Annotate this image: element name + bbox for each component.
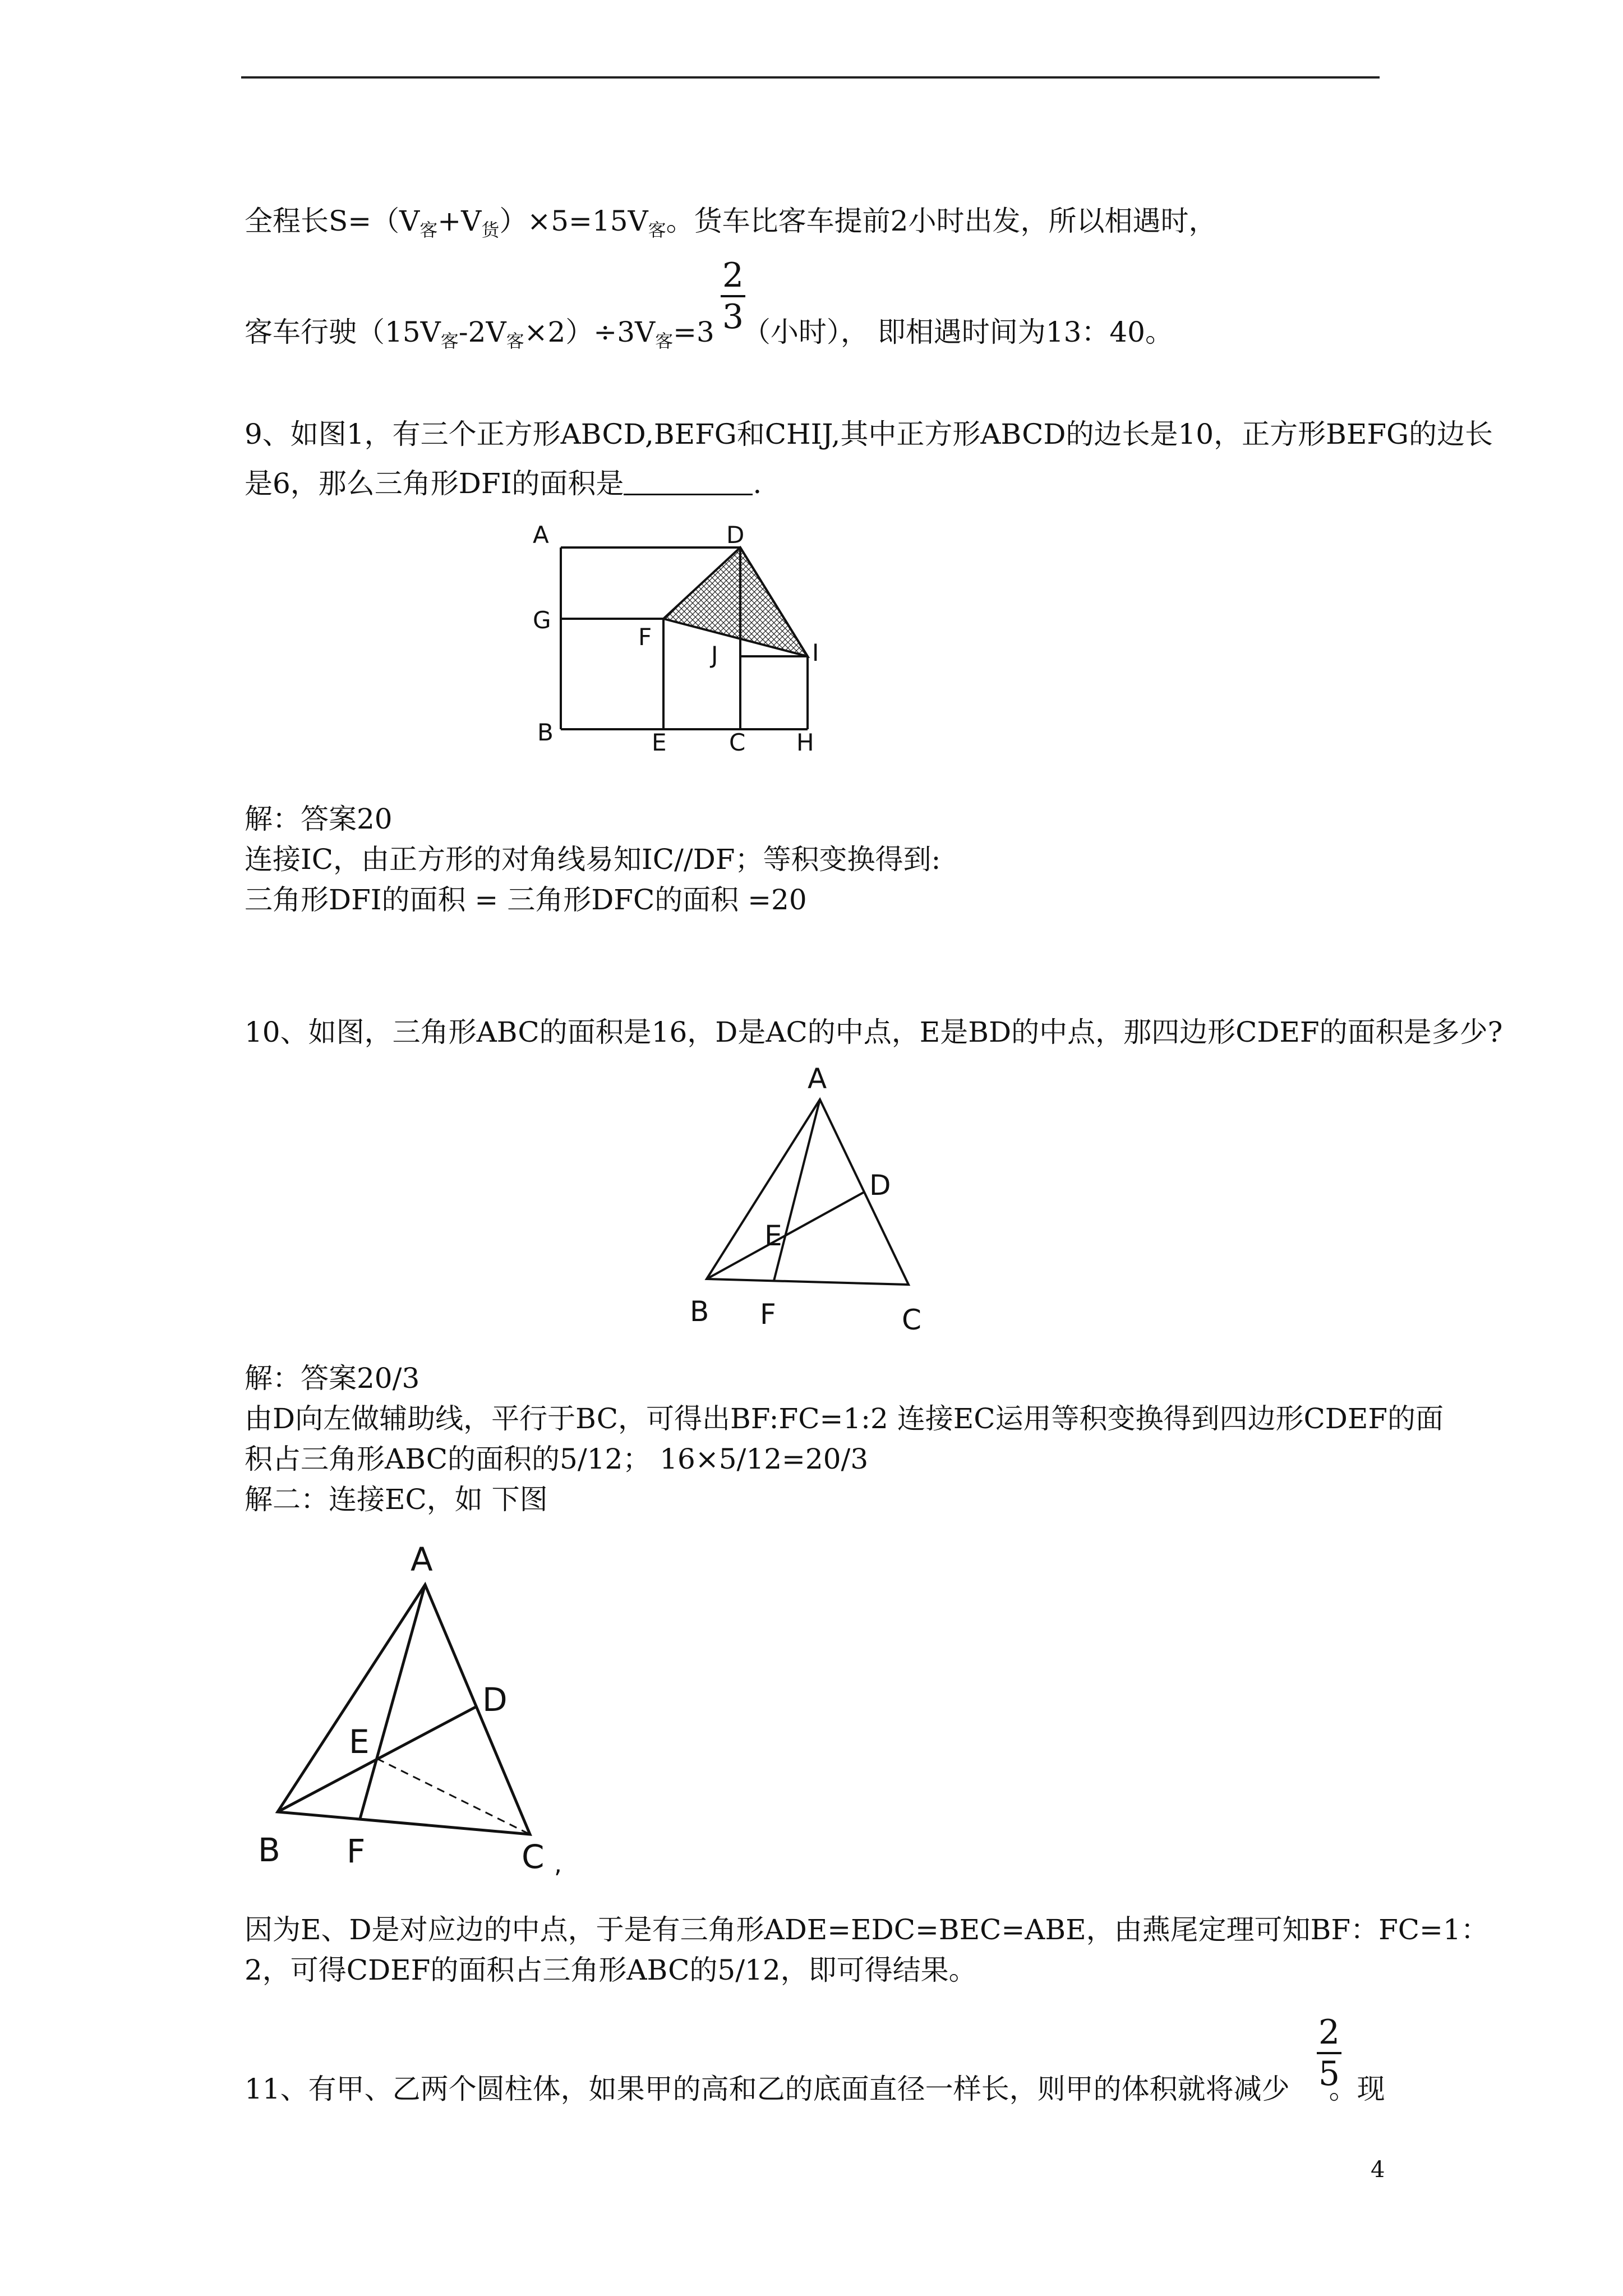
figure-three-squares xyxy=(505,516,852,763)
text-line-1: 全程长$S=(V_客+V_货)\times 5=15V_客$。货车比客车提前2小时出发，所以相遇时， xyxy=(245,205,1217,241)
header-rule xyxy=(241,76,1380,79)
label-c: C xyxy=(522,1838,545,1876)
page-number: 4 xyxy=(1371,2157,1385,2183)
trailing-comma: , xyxy=(554,1850,562,1879)
fraction-denominator: 5 xyxy=(1318,2054,1340,2093)
question-11: 11、有甲、乙两个圆柱体，如果甲的高和乙的底面直径一样长，则甲的体积就将减少 。现 xyxy=(245,2073,1385,2105)
label-d: D xyxy=(482,1681,508,1719)
text-line-2: 客车行驶$(15V_客-2V_客\times 2)\div 3V_客=3$ （小时）， 即相遇时间为13：40。 xyxy=(245,316,1173,352)
question-9-line-2: 是6，那么三角形DFI的面积是 . xyxy=(245,467,762,500)
label-f: F xyxy=(347,1832,366,1870)
question-10: 10、如图，三角形ABC的面积是16，D是AC的中点，E是BD的中点，那四边形CDEF的面积是多少? xyxy=(245,1016,1503,1048)
solution-10-line-5: 因为E、D是对应边的中点，于是有三角形ADE=EDC=BEC=ABE，由燕尾定理可知BF：FC=1： xyxy=(245,1913,1489,1946)
label-a: A xyxy=(411,1540,433,1579)
label-a: A xyxy=(533,521,549,549)
label-c: C xyxy=(902,1304,921,1336)
figure-triangle-abc-with-ec xyxy=(247,1526,594,1885)
answer-blank xyxy=(624,471,753,495)
shaded-triangle-dfi xyxy=(663,547,808,656)
solution-10-line-3: 积占三角形ABC的面积的5/12； 16×5/12=20/3 xyxy=(245,1443,869,1475)
fraction-numerator: 2 xyxy=(1318,2013,1340,2052)
label-h: H xyxy=(796,729,814,756)
solution-10-line-2: 由D向左做辅助线，平行于BC，可得出BF:FC=1:2 连接EC运用等积变换得到四边形CDEF的面 xyxy=(245,1402,1444,1435)
fraction-numerator: 2 xyxy=(722,256,744,295)
label-f: F xyxy=(760,1298,776,1331)
label-c: C xyxy=(729,729,746,756)
label-j: J xyxy=(711,641,718,669)
solution-10-line-6: 2，可得CDEF的面积占三角形ABC的5/12，即可得结果。 xyxy=(245,1954,977,1986)
segment-af xyxy=(360,1585,425,1819)
solution-10-line-1: 解：答案20/3 xyxy=(245,1362,420,1395)
label-f: F xyxy=(638,623,652,651)
solution-9-line-3: 三角形DFI的面积 = 三角形DFC的面积 =20 xyxy=(245,884,807,916)
solution-9-line-1: 解：答案20 xyxy=(245,803,393,835)
fraction-denominator: 3 xyxy=(722,297,744,337)
label-b: B xyxy=(537,719,554,746)
question-9-line-1: 9、如图1，有三个正方形ABCD,BEFG和CHIJ,其中正方形ABCD的边长是10，正方形BEFG的边长 xyxy=(245,418,1493,450)
label-a: A xyxy=(808,1062,827,1095)
label-d: D xyxy=(726,521,745,549)
label-b: B xyxy=(258,1831,280,1869)
label-b: B xyxy=(690,1295,709,1328)
label-d: D xyxy=(869,1169,891,1202)
solution-10-line-4: 解二：连接EC，如 下图 xyxy=(245,1483,548,1516)
figure-triangle-abc xyxy=(673,1055,965,1346)
label-e: E xyxy=(652,729,667,756)
label-g: G xyxy=(533,606,551,634)
solution-9-line-2: 连接IC，由正方形的对角线易知IC//DF；等积变换得到: xyxy=(245,843,941,876)
label-e: E xyxy=(764,1220,782,1252)
label-i: I xyxy=(812,639,819,666)
segment-af xyxy=(774,1099,820,1281)
label-e: E xyxy=(349,1723,370,1761)
